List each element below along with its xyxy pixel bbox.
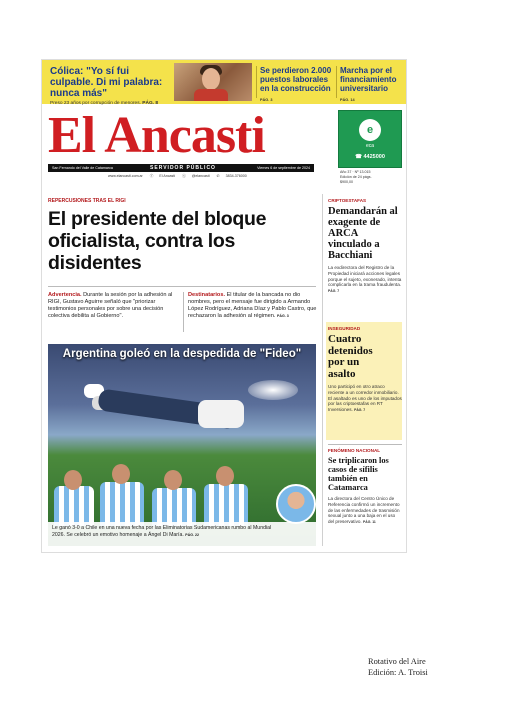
sidebar-2-text [328, 384, 402, 414]
sidebar-3-kicker: FENÓMENO NACIONAL [328, 448, 381, 453]
website-link[interactable]: www.elancasti.com.ar [108, 174, 143, 178]
sidebar-3-body: La directora del Centro Único de Referencia confirmó un incremento de las enfermedades de trasmisión sexual junto a una baja en el uso del preservativo. [328, 496, 400, 525]
facebook-icon: ⓕ [149, 174, 154, 178]
promo-main-page: PÁG. 8 [142, 101, 159, 106]
credits-line-2: Edición: A. Troisi [368, 668, 428, 677]
credits [368, 656, 428, 678]
whatsapp-number[interactable]: 3834-376000 [225, 174, 247, 178]
teammate-head [164, 470, 182, 490]
masthead [48, 107, 318, 178]
promo-main-sub-text: Preso 23 años por corrupción de menores. [50, 101, 141, 106]
eco-phone: ☎ 4425000 [355, 154, 385, 160]
edition-pages: Edición de 24 págs. [340, 175, 372, 179]
lead-kicker: REPERCUSIONES TRAS EL RIGI [48, 198, 126, 204]
stadium-lights [248, 380, 298, 400]
promo-main-subtitle [50, 101, 170, 106]
lead-col1-text: Durante la sesión por la adhesión al RIGI, Gustavo Aguirre señaló que "priorizar testimonios personales por sobre una decisión colectiva debilita al Gobierno". [48, 292, 173, 319]
eco-ad[interactable] [338, 110, 402, 168]
credits-line-1: Rotativo del Aire [368, 657, 426, 666]
promo-story-3-title: Marcha por el financiamiento universitario [340, 66, 397, 93]
lead-col2-lead: Destinatarios. [188, 292, 225, 298]
teammate-head [216, 466, 234, 486]
promo-divider [336, 66, 337, 98]
sidebar-2-kicker: INSEGURIDAD [328, 326, 361, 331]
edition-number: Año 37 · Nº 13.015 [340, 170, 371, 174]
sidebar-2-body: Uno participó en otro atraco reciente a un corredor inmobiliario. El asaltado es uno de los imputados por las criptoestafas en RT Inversiones. [328, 384, 402, 413]
twitter-icon: ⓧ [182, 174, 186, 178]
photo-caption-bar [48, 522, 316, 546]
eco-logo-icon: e [359, 119, 381, 141]
promo-photo [174, 63, 252, 101]
teammate [100, 482, 144, 526]
photo-shirt [194, 89, 228, 101]
promo-divider [256, 66, 257, 98]
edition-price: $900,00 [340, 180, 353, 184]
sidebar-1-headline: Demandarán al exagente de ARCA vinculado a Bacchiani [328, 206, 398, 261]
edition-info [340, 170, 372, 185]
photo-headline: Argentina goleó en la despedida de "Fideo" [62, 348, 302, 360]
facebook-handle[interactable]: El Ancasti [159, 174, 176, 178]
divider [48, 286, 316, 287]
twitter-handle[interactable]: @elancasti [191, 174, 210, 178]
divider [328, 444, 402, 445]
masthead-location: San Fernando del Valle de Catamarca [52, 166, 113, 170]
whatsapp-icon: ✆ [216, 174, 220, 178]
photo-face [202, 68, 220, 90]
teammate [152, 488, 196, 526]
lead-col1-lead: Advertencia. [48, 292, 82, 298]
promo-story-2[interactable] [260, 66, 332, 105]
promo-story-3-page: PÁG. 14 [340, 98, 355, 102]
sidebar-1-kicker: CRIPTOESTAFAS [328, 198, 367, 203]
lead-column-1 [48, 292, 178, 320]
sidebar-story-3[interactable] [328, 448, 402, 526]
sidebar-3-headline: Se triplicaron los casos de sífilis también en Catamarca [328, 456, 389, 492]
masthead-date: Viernes 6 de septiembre de 2024 [257, 166, 310, 170]
teammates-group [48, 462, 316, 526]
sidebar-3-text [328, 496, 402, 526]
promo-story-2-title: Se perdieron 2.000 puestos laborales en la construcción [260, 66, 332, 93]
eco-label: eca [365, 143, 375, 149]
sidebar-divider [322, 194, 323, 546]
lead-column-2 [188, 292, 318, 320]
teammate [204, 484, 248, 526]
sidebar-2-headline: Cuatro detenidos por un asalto [328, 333, 373, 380]
tagline-bar [48, 164, 314, 172]
sidebar-story-2[interactable] [328, 326, 402, 414]
lead-headline[interactable]: El presidente del bloque oficialista, contra los disidentes [48, 208, 267, 274]
promo-main-title: Cólica: "Yo sí fui culpable. Di mi palabra: nunca más" [50, 66, 163, 99]
newspaper-logo[interactable]: El Ancasti [48, 107, 265, 164]
teammate-head [112, 464, 130, 484]
sidebar-1-text [328, 265, 402, 295]
teammate [54, 486, 94, 526]
sidebar-1-body: La exdirectora del Registro de la Propiedad iniciará acciones legales porque el sujeto, exonerado, intenta complicarla en la trama fraudulenta. [328, 265, 402, 288]
sports-photo[interactable] [48, 344, 316, 546]
inset-portrait [276, 484, 316, 524]
newspaper-front-page [42, 60, 406, 552]
sidebar-story-1[interactable] [328, 198, 402, 295]
tossed-player-shirt [198, 400, 244, 428]
lead-col2-page: PÁG. 3 [276, 314, 289, 318]
promo-story-2-page: PÁG. 3 [260, 98, 273, 102]
photo-caption [52, 525, 272, 538]
promo-main-story[interactable] [50, 66, 170, 106]
contact-row [108, 174, 318, 179]
sidebar-3-page: PÁG. 11 [363, 520, 376, 525]
sidebar-2-page: PÁG. 7 [354, 408, 366, 413]
promo-story-3[interactable] [340, 66, 402, 105]
teammate-head [64, 470, 82, 490]
sidebar-1-page: PÁG. 7 [328, 289, 340, 294]
tagline: SERVIDOR PÚBLICO [148, 164, 218, 172]
column-divider [183, 292, 184, 332]
photo-caption-page: PÁG. 22 [185, 532, 200, 537]
photo-caption-text: Le ganó 3-0 a Chile en una nueva fecha por las Eliminatorias Sudamericanas rumbo al Mundial 2026. Se celebró un emotivo homenaje a Ángel Di María. [52, 525, 272, 538]
top-promo-strip [42, 60, 406, 104]
lead-col2-text: El titular de la bancada no dio nombres, pero el mensaje fue dirigido a Armando López Rodríguez, Adriana Díaz y Pablo Castro, que rechazaron la adhesión al régimen. [188, 292, 317, 319]
